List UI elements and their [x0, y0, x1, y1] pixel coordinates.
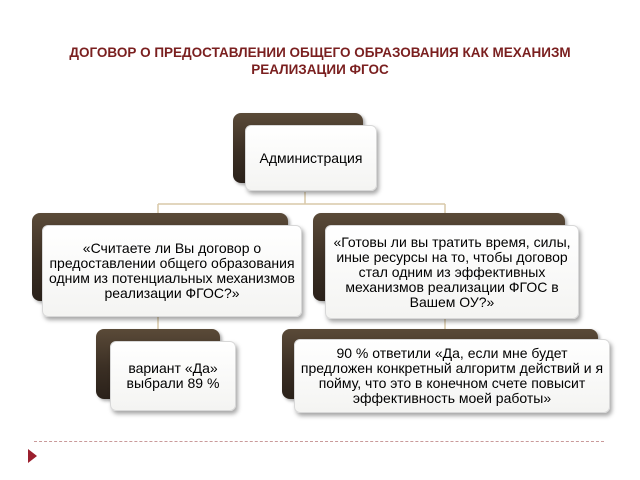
question-right-text: «Готовы ли вы тратить время, силы, иные ресурсы на то, чтобы договор стал одним из эффективных механизмов реализации ФГОС в Вашем ОУ?» — [333, 233, 571, 310]
slide-marker-triangle-icon — [28, 449, 37, 463]
question-left-node — [32, 213, 304, 319]
question-right-node — [313, 213, 581, 321]
answer-left-text: вариант «Да» выбрали 89 % — [126, 360, 220, 391]
answer-right-node — [282, 329, 612, 415]
root-node-label: Администрация — [259, 149, 363, 166]
question-left-text: «Считаете ли Вы договор о предоставлении общего образования одним из потенциальных механизмов реализации ФГОС?» — [49, 240, 295, 301]
root-node — [233, 113, 383, 195]
answer-left-node — [96, 329, 238, 413]
page-title: ДОГОВОР О ПРЕДОСТАВЛЕНИИ ОБЩЕГО ОБРАЗОВАНИЯ КАК МЕХАНИЗМ РЕАЛИЗАЦИИ ФГОС — [69, 45, 571, 77]
separator-line — [34, 441, 604, 442]
answer-right-text: 90 % ответили «Да, если мне будет предложен конкретный алгоритм действий и я пойму, что это в конечном счете повысит эффективность моей работы» — [300, 345, 604, 406]
